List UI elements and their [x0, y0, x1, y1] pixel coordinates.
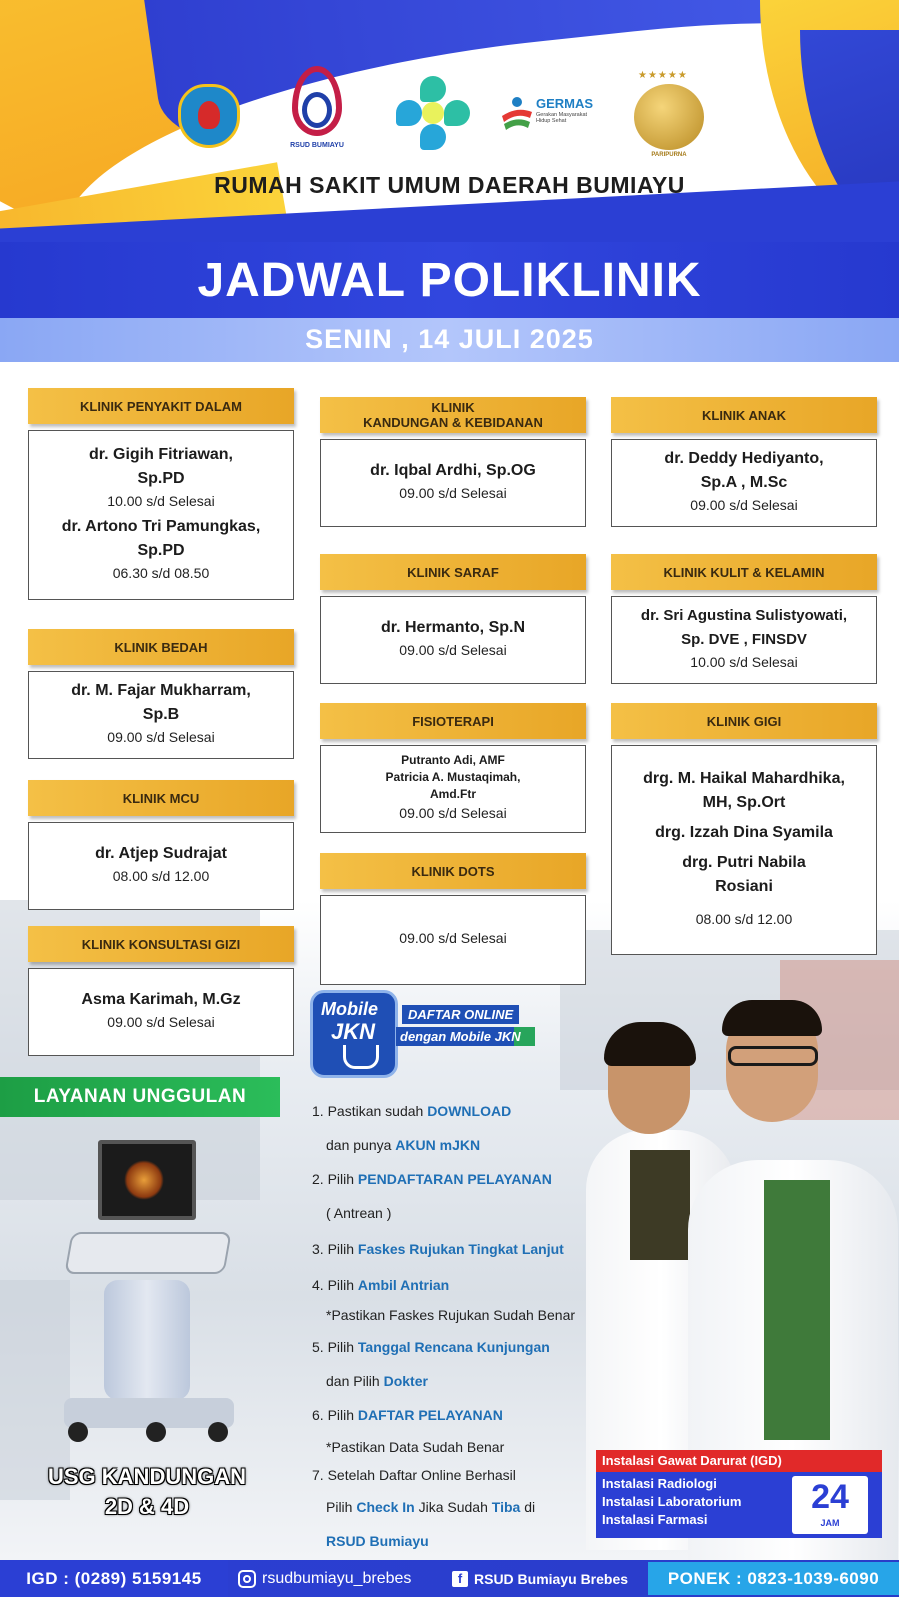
clinic-time: 09.00 s/d Selesai — [399, 485, 507, 501]
clinic-body — [28, 968, 294, 1056]
clinic-body — [611, 439, 877, 527]
doctor-title: Sp. DVE , FINSDV — [681, 631, 807, 648]
step-line: 2. Pilih PENDAFTARAN PELAYANAN — [312, 1171, 552, 1187]
service-line: Instalasi Laboratorium — [602, 1494, 742, 1509]
emergency-services-box — [596, 1450, 882, 1538]
doctor-title: MH, Sp.Ort — [702, 794, 786, 811]
step-line: *Pastikan Data Sudah Benar — [326, 1439, 505, 1455]
doctor-name: drg. Putri Nabila — [682, 854, 806, 871]
clinic-title: KLINIK SARAF — [320, 554, 586, 590]
clinic-time: 10.00 s/d Selesai — [690, 654, 798, 670]
step-line: 6. Pilih DAFTAR PELAYANAN — [312, 1407, 503, 1423]
therapist-name: Putranto Adi, AMF — [401, 752, 505, 767]
doctor-name: dr. Hermanto, Sp.N — [380, 619, 526, 636]
service-line: Instalasi Farmasi — [602, 1512, 708, 1527]
doctor-name: dr. Artono Tri Pamungkas, — [61, 518, 261, 535]
clinic-gizi — [28, 926, 294, 1056]
doctor-name: dr. Iqbal Ardhi, Sp.OG — [370, 462, 536, 479]
step-line: 4. Pilih Ambil Antrian — [312, 1277, 450, 1293]
mobile-jkn-logo: Mobile JKN — [310, 990, 398, 1078]
clinic-title: KLINIK KONSULTASI GIZI — [28, 926, 294, 962]
clinic-mcu — [28, 780, 294, 910]
ultrasound-machine-image — [58, 1140, 238, 1460]
facebook-page[interactable]: f RSUD Bumiayu Brebes — [452, 1560, 628, 1597]
usg-label: USG KANDUNGAN 2D & 4D — [48, 1464, 246, 1519]
doctor-name: dr. Deddy Hediyanto, — [664, 450, 824, 467]
clinic-time: 09.00 s/d Selesai — [399, 804, 507, 821]
clinic-title: KLINIK DOTS — [320, 853, 586, 889]
clinic-gigi — [611, 703, 877, 955]
clinic-dots — [320, 853, 586, 985]
paripurna-accreditation-logo: ★★★★★ PARIPURNA — [630, 70, 708, 156]
doctor-title: Sp.PD — [137, 542, 185, 559]
doctor-name: Asma Karimah, M.Gz — [81, 991, 241, 1008]
clinic-title: KLINIK GIGI — [611, 703, 877, 739]
clinic-title: KLINIK KANDUNGAN & KEBIDANAN — [320, 397, 586, 433]
instagram-icon — [238, 1570, 256, 1588]
daftar-online-banner: DAFTAR ONLINE dengan Mobile JKN — [396, 1005, 566, 1053]
igd-phone: IGD : (0289) 5159145 — [0, 1560, 228, 1597]
24-hour-badge: 24 JAM — [792, 1476, 868, 1534]
clinic-body — [320, 895, 586, 985]
doctor-title: Sp.B — [142, 706, 180, 723]
step-line: dan punya AKUN mJKN — [326, 1137, 481, 1153]
logo-row — [0, 60, 899, 160]
therapist-name: Patricia A. Mustaqimah, — [385, 769, 521, 784]
clinic-time: 10.00 s/d Selesai — [107, 493, 215, 509]
page-title: JADWAL POLIKLINIK — [197, 254, 702, 307]
clinic-body — [28, 671, 294, 759]
clinic-body — [28, 430, 294, 600]
clinic-time: 09.00 s/d Selesai — [107, 729, 215, 745]
step-line: 1. Pastikan sudah DOWNLOAD — [312, 1103, 512, 1119]
kemenkes-logo — [396, 76, 470, 150]
doctor-name: Rosiani — [715, 878, 773, 895]
clinic-title: KLINIK MCU — [28, 780, 294, 816]
clinic-penyakit-dalam — [28, 388, 294, 600]
instagram-handle[interactable]: rsudbumiayu_brebes — [238, 1560, 411, 1597]
brebes-regency-logo — [178, 84, 240, 148]
doctor-name: drg. Izzah Dina Syamila — [655, 824, 833, 841]
clinic-title: KLINIK PENYAKIT DALAM — [28, 388, 294, 424]
clinic-body — [320, 596, 586, 684]
clinic-title: KLINIK ANAK — [611, 397, 877, 433]
step-line: ( Antrean ) — [326, 1205, 392, 1221]
clinic-fisioterapi — [320, 703, 586, 833]
clinic-body — [320, 745, 586, 833]
facebook-icon: f — [452, 1571, 468, 1587]
step-line: Pilih Check In Jika Sudah Tiba di — [326, 1499, 536, 1515]
clinic-bedah — [28, 629, 294, 759]
step-line: dan Pilih Dokter — [326, 1373, 428, 1389]
step-line: *Pastikan Faskes Rujukan Sudah Benar — [326, 1307, 576, 1323]
clinic-time: 08.00 s/d 12.00 — [112, 868, 210, 884]
germas-logo: GERMAS Gerakan Masyarakat Hidup Sehat — [500, 90, 600, 140]
clinic-time: 08.00 s/d 12.00 — [695, 911, 793, 927]
featured-service-label: LAYANAN UNGGULAN — [0, 1077, 280, 1117]
doctor-name: drg. M. Haikal Mahardhika, — [643, 770, 845, 787]
doctor-title: Sp.PD — [137, 470, 185, 487]
clinic-time: 09.00 s/d Selesai — [399, 642, 507, 658]
clinic-body — [320, 439, 586, 527]
clinic-time: 06.30 s/d 08.50 — [112, 565, 210, 581]
clinic-time: 09.00 s/d Selesai — [107, 1014, 215, 1030]
clinic-kulit-kelamin — [611, 554, 877, 684]
step-line: 3. Pilih Faskes Rujukan Tingkat Lanjut — [312, 1241, 564, 1257]
ponek-phone: PONEK : 0823-1039-6090 — [648, 1562, 899, 1595]
step-line: RSUD Bumiayu — [326, 1533, 429, 1549]
clinic-kandungan — [320, 397, 586, 527]
clinic-saraf — [320, 554, 586, 684]
hospital-name: RUMAH SAKIT UMUM DAERAH BUMIAYU — [214, 172, 685, 198]
clinic-title: FISIOTERAPI — [320, 703, 586, 739]
clinic-title: KLINIK KULIT & KELAMIN — [611, 554, 877, 590]
clinic-body — [611, 745, 877, 955]
step-line: 7. Setelah Daftar Online Berhasil — [312, 1467, 516, 1483]
clinic-body — [28, 822, 294, 910]
doctor-name: dr. Atjep Sudrajat — [95, 845, 227, 862]
doctor-name: dr. M. Fajar Mukharram, — [71, 682, 251, 699]
clinic-time: 09.00 s/d Selesai — [399, 930, 507, 946]
footer-bar — [0, 1560, 899, 1597]
step-line: 5. Pilih Tanggal Rencana Kunjungan — [312, 1339, 550, 1355]
clinic-body — [611, 596, 877, 684]
clinic-time: 09.00 s/d Selesai — [690, 497, 798, 513]
rsud-bumiayu-logo: RSUD BUMIAYU — [284, 66, 350, 156]
schedule-date: SENIN , 14 JULI 2025 — [305, 324, 594, 354]
doctor-name: dr. Gigih Fitriawan, — [88, 446, 233, 463]
doctor-name: dr. Sri Agustina Sulistyowati, — [640, 607, 848, 624]
service-line: Instalasi Radiologi — [602, 1476, 717, 1491]
therapist-title: Amd.Ftr — [430, 786, 476, 801]
clinic-anak — [611, 397, 877, 527]
clinic-title: KLINIK BEDAH — [28, 629, 294, 665]
igd-header: Instalasi Gawat Darurat (IGD) — [596, 1450, 882, 1472]
doctor-title: Sp.A , M.Sc — [700, 474, 788, 491]
